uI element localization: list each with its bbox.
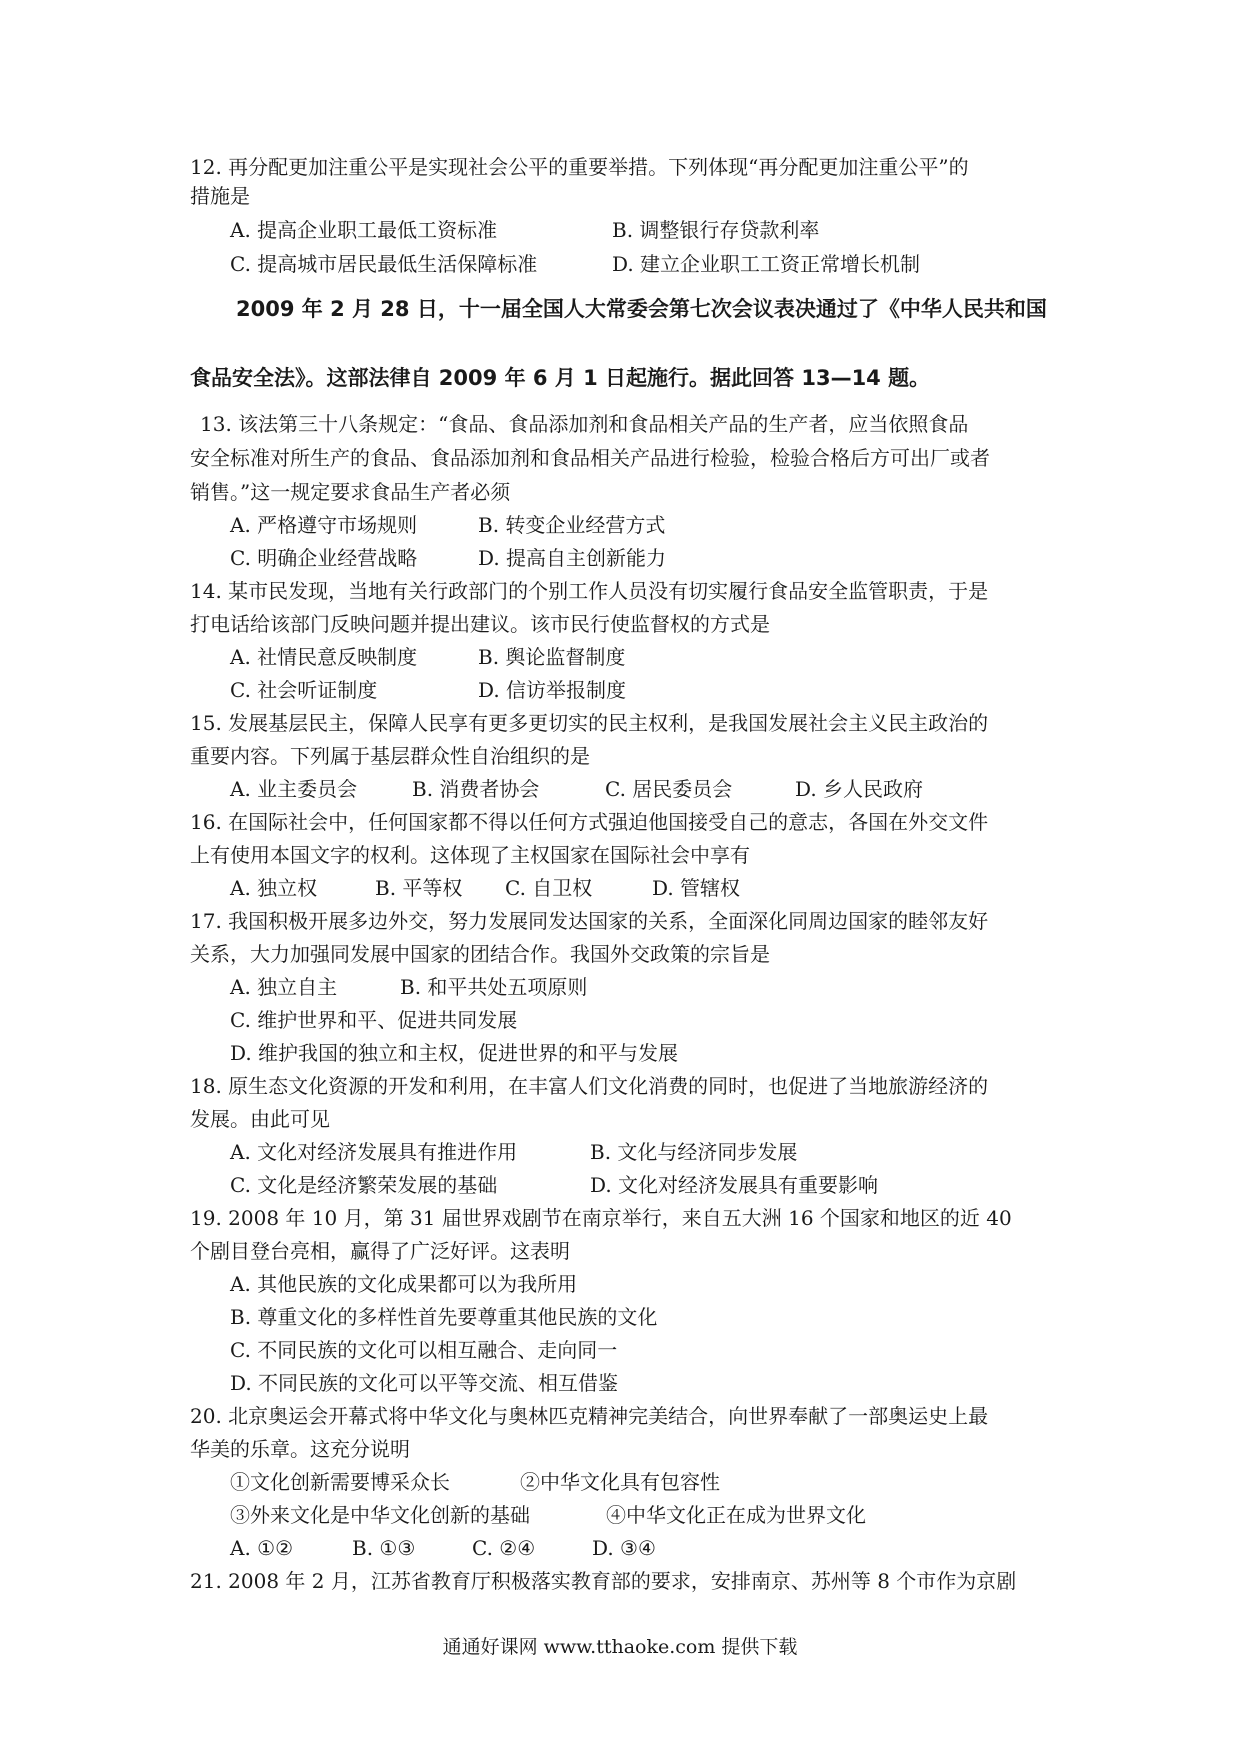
q14-option-c: C. 社会听证制度: [230, 678, 378, 702]
q18-option-d: D. 文化对经济发展具有重要影响: [590, 1173, 879, 1197]
q20-stem-line-2: 华美的乐章。这充分说明: [190, 1437, 410, 1461]
q14-option-b: B. 舆论监督制度: [478, 645, 626, 669]
q17-option-c: C. 维护世界和平、促进共同发展: [230, 1008, 518, 1032]
q14-option-d: D. 信访举报制度: [478, 678, 627, 702]
q12-option-c: C. 提高城市居民最低生活保障标准: [230, 252, 538, 276]
q15-option-d: D. 乡人民政府: [795, 777, 924, 801]
q17-stem-line-1: 17. 我国积极开展多边外交，努力发展同发达国家的关系，全面深化同周边国家的睦邻友好: [190, 909, 989, 933]
q12-stem-line-2: 措施是: [190, 184, 250, 208]
q17-option-d: D. 维护我国的独立和主权，促进世界的和平与发展: [230, 1041, 679, 1065]
q14-stem-line-1: 14. 某市民发现，当地有关行政部门的个别工作人员没有切实履行食品安全监管职责，于是: [190, 579, 989, 603]
q20-option-d: D. ③④: [592, 1536, 656, 1560]
passage-line-1: 2009 年 2 月 28 日，十一届全国人大常委会第七次会议表决通过了《中华人民共和国: [236, 297, 1047, 321]
q16-stem-line-1: 16. 在国际社会中，任何国家都不得以任何方式强迫他国接受自己的意志，各国在外交文件: [190, 810, 989, 834]
passage-line-2: 食品安全法》。这部法律自 2009 年 6 月 1 日起施行。据此回答 13—14 题。: [190, 366, 931, 390]
q20-option-c: C. ②④: [472, 1536, 536, 1560]
q19-option-b: B. 尊重文化的多样性首先要尊重其他民族的文化: [230, 1305, 658, 1329]
q19-stem-line-2: 个剧目登台亮相，赢得了广泛好评。这表明: [190, 1239, 570, 1263]
q13-option-b: B. 转变企业经营方式: [478, 513, 666, 537]
q18-stem-line-2: 发展。由此可见: [190, 1107, 330, 1131]
q16-option-b: B. 平等权: [375, 876, 463, 900]
q21-stem-line-1: 21. 2008 年 2 月，江苏省教育厅积极落实教育部的要求，安排南京、苏州等 8 个市作为京剧: [190, 1569, 1017, 1593]
q20-statement-1: ①文化创新需要博采众长: [230, 1470, 450, 1494]
q12-option-a: A. 提高企业职工最低工资标准: [230, 218, 498, 242]
q20-statement-2: ②中华文化具有包容性: [520, 1470, 720, 1494]
q12-option-b: B. 调整银行存贷款利率: [612, 218, 820, 242]
q13-option-a: A. 严格遵守市场规则: [230, 513, 418, 537]
q15-stem-line-2: 重要内容。下列属于基层群众性自治组织的是: [190, 744, 590, 768]
q19-option-d: D. 不同民族的文化可以平等交流、相互借鉴: [230, 1371, 619, 1395]
q20-option-a: A. ①②: [230, 1536, 294, 1560]
q16-option-c: C. 自卫权: [505, 876, 593, 900]
q15-option-a: A. 业主委员会: [230, 777, 358, 801]
q15-stem-line-1: 15. 发展基层民主，保障人民享有更多更切实的民主权利，是我国发展社会主义民主政治的: [190, 711, 989, 735]
q13-option-c: C. 明确企业经营战略: [230, 546, 418, 570]
q15-option-b: B. 消费者协会: [412, 777, 540, 801]
footer-download-notice: 通通好课网 www.tthaoke.com 提供下载: [442, 1636, 798, 1658]
q19-stem-line-1: 19. 2008 年 10 月，第 31 届世界戏剧节在南京举行，来自五大洲 16 个国家和地区的近 40: [190, 1206, 1012, 1230]
q14-stem-line-2: 打电话给该部门反映问题并提出建议。该市民行使监督权的方式是: [190, 612, 770, 636]
q13-stem-line-2: 安全标准对所生产的食品、食品添加剂和食品相关产品进行检验，检验合格后方可出厂或者: [190, 446, 990, 470]
q16-option-a: A. 独立权: [230, 876, 318, 900]
q19-option-a: A. 其他民族的文化成果都可以为我所用: [230, 1272, 578, 1296]
q14-option-a: A. 社情民意反映制度: [230, 645, 418, 669]
q13-stem-line-3: 销售。”这一规定要求食品生产者必须: [190, 480, 511, 504]
q17-option-b: B. 和平共处五项原则: [400, 975, 588, 999]
q18-option-c: C. 文化是经济繁荣发展的基础: [230, 1173, 498, 1197]
q20-statement-4: ④中华文化正在成为世界文化: [606, 1503, 866, 1527]
q16-stem-line-2: 上有使用本国文字的权利。这体现了主权国家在国际社会中享有: [190, 843, 750, 867]
q20-option-b: B. ①③: [352, 1536, 416, 1560]
q17-stem-line-2: 关系，大力加强同发展中国家的团结合作。我国外交政策的宗旨是: [190, 942, 770, 966]
q17-option-a: A. 独立自主: [230, 975, 338, 999]
q13-option-d: D. 提高自主创新能力: [478, 546, 667, 570]
q18-option-b: B. 文化与经济同步发展: [590, 1140, 798, 1164]
q15-option-c: C. 居民委员会: [605, 777, 733, 801]
q12-option-d: D. 建立企业职工工资正常增长机制: [612, 252, 921, 276]
q16-option-d: D. 管辖权: [652, 876, 741, 900]
q18-option-a: A. 文化对经济发展具有推进作用: [230, 1140, 518, 1164]
q18-stem-line-1: 18. 原生态文化资源的开发和利用，在丰富人们文化消费的同时，也促进了当地旅游经济的: [190, 1074, 989, 1098]
q12-stem-line-1: 12. 再分配更加注重公平是实现社会公平的重要举措。下列体现“再分配更加注重公平”的: [190, 155, 969, 179]
q20-stem-line-1: 20. 北京奥运会开幕式将中华文化与奥林匹克精神完美结合，向世界奉献了一部奥运史上最: [190, 1404, 989, 1428]
q20-statement-3: ③外来文化是中华文化创新的基础: [230, 1503, 530, 1527]
q19-option-c: C. 不同民族的文化可以相互融合、走向同一: [230, 1338, 618, 1362]
q13-stem-line-1: 13. 该法第三十八条规定：“食品、食品添加剂和食品相关产品的生产者，应当依照食品: [200, 412, 969, 436]
